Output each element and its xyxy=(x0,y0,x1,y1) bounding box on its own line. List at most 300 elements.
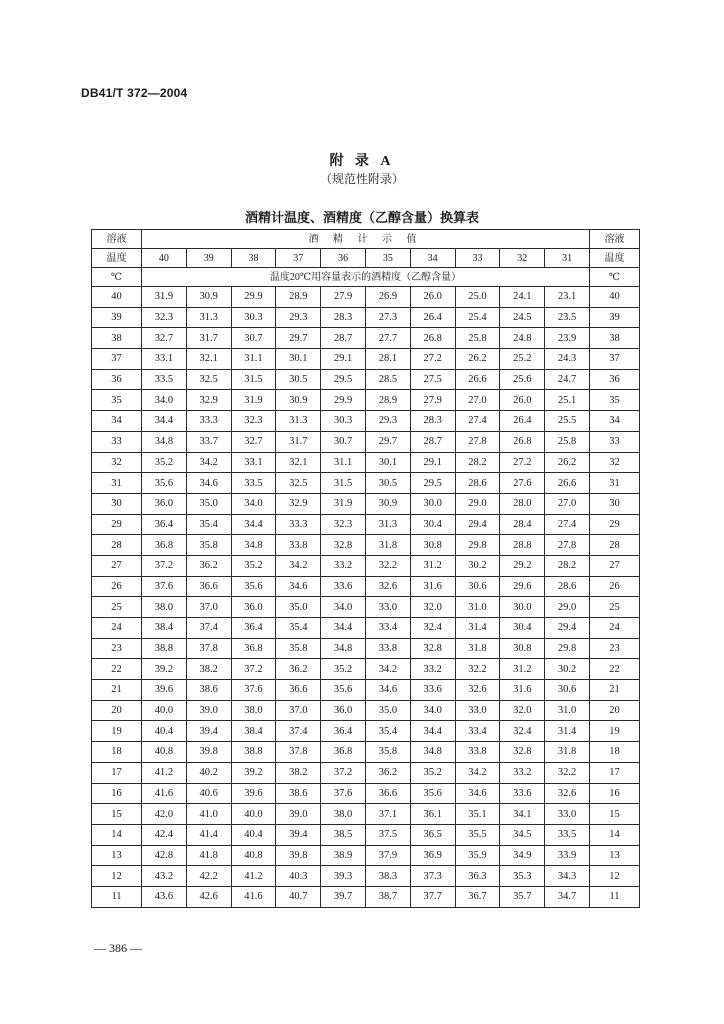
alcohol-value-cell: 36.8 xyxy=(321,742,366,763)
table-row xyxy=(92,742,640,763)
alcohol-value-cell: 31.4 xyxy=(455,618,500,639)
alcohol-value-cell: 30.6 xyxy=(455,576,500,597)
alcohol-value-cell: 27.0 xyxy=(455,390,500,411)
alcohol-value-cell: 29.4 xyxy=(545,618,590,639)
column-header: 39 xyxy=(186,249,231,268)
alcohol-value-cell: 36.2 xyxy=(365,762,410,783)
row-temperature: 37 xyxy=(92,349,142,370)
alcohol-value-cell: 31.9 xyxy=(142,287,187,308)
alcohol-value-cell: 33.5 xyxy=(142,369,187,390)
alcohol-value-cell: 33.0 xyxy=(545,804,590,825)
alcohol-value-cell: 37.2 xyxy=(231,659,276,680)
alcohol-value-cell: 29.1 xyxy=(410,452,455,473)
alcohol-value-cell: 41.6 xyxy=(142,783,187,804)
alcohol-value-cell: 28.4 xyxy=(500,514,545,535)
alcohol-value-cell: 37.2 xyxy=(321,762,366,783)
alcohol-value-cell: 31.4 xyxy=(545,721,590,742)
alcohol-value-cell: 32.6 xyxy=(365,576,410,597)
alcohol-value-cell: 41.2 xyxy=(142,762,187,783)
alcohol-value-cell: 28.0 xyxy=(500,493,545,514)
column-header: 33 xyxy=(455,249,500,268)
alcohol-value-cell: 39.2 xyxy=(142,659,187,680)
alcohol-value-cell: 41.8 xyxy=(186,845,231,866)
alcohol-value-cell: 30.3 xyxy=(321,411,366,432)
alcohol-value-cell: 34.2 xyxy=(365,659,410,680)
alcohol-value-cell: 42.8 xyxy=(142,845,187,866)
table-row xyxy=(92,886,640,907)
alcohol-value-cell: 30.2 xyxy=(545,659,590,680)
row-temperature: 40 xyxy=(589,287,639,308)
row-temperature: 21 xyxy=(589,680,639,701)
alcohol-value-cell: 36.0 xyxy=(142,493,187,514)
table-title: 酒精计温度、酒精度（乙醇含量）换算表 xyxy=(244,210,479,225)
alcohol-value-cell: 38.9 xyxy=(321,845,366,866)
alcohol-value-cell: 30.5 xyxy=(276,369,321,390)
row-temperature: 18 xyxy=(92,742,142,763)
alcohol-value-cell: 34.4 xyxy=(321,618,366,639)
row-temperature: 16 xyxy=(92,783,142,804)
alcohol-value-cell: 32.0 xyxy=(500,700,545,721)
alcohol-value-cell: 24.5 xyxy=(500,307,545,328)
row-temperature: 23 xyxy=(589,638,639,659)
alcohol-value-cell: 36.4 xyxy=(142,514,187,535)
alcohol-value-cell: 37.8 xyxy=(276,742,321,763)
alcohol-value-cell: 37.6 xyxy=(321,783,366,804)
alcohol-value-cell: 30.9 xyxy=(276,390,321,411)
row-temperature: 13 xyxy=(92,845,142,866)
alcohol-content-header: 温度20℃用容量表示的酒精度（乙醇含量） xyxy=(142,268,590,287)
alcohol-value-cell: 29.9 xyxy=(321,390,366,411)
alcohol-value-cell: 31.3 xyxy=(365,514,410,535)
alcohol-value-cell: 32.7 xyxy=(142,328,187,349)
row-temperature: 19 xyxy=(92,721,142,742)
alcohol-value-cell: 34.8 xyxy=(410,742,455,763)
alcohol-value-cell: 29.2 xyxy=(500,555,545,576)
alcohol-value-cell: 29.5 xyxy=(410,473,455,494)
alcohol-value-cell: 38.8 xyxy=(142,638,187,659)
alcohol-value-cell: 31.8 xyxy=(365,535,410,556)
table-row xyxy=(92,824,640,845)
alcohol-value-cell: 33.5 xyxy=(231,473,276,494)
row-temperature: 34 xyxy=(589,411,639,432)
alcohol-value-cell: 35.0 xyxy=(276,597,321,618)
alcohol-value-cell: 34.6 xyxy=(186,473,231,494)
alcohol-value-cell: 23.5 xyxy=(545,307,590,328)
alcohol-value-cell: 30.8 xyxy=(500,638,545,659)
alcohol-value-cell: 34.8 xyxy=(321,638,366,659)
row-temperature: 20 xyxy=(589,700,639,721)
alcohol-value-cell: 31.7 xyxy=(276,431,321,452)
alcohol-value-cell: 31.6 xyxy=(500,680,545,701)
alcohol-value-cell: 41.4 xyxy=(186,824,231,845)
alcohol-value-cell: 34.6 xyxy=(365,680,410,701)
alcohol-value-cell: 35.2 xyxy=(321,659,366,680)
alcohol-value-cell: 38.6 xyxy=(186,680,231,701)
alcohol-value-cell: 32.9 xyxy=(276,493,321,514)
table-row xyxy=(92,328,640,349)
alcohol-value-cell: 37.5 xyxy=(365,824,410,845)
alcohol-value-cell: 33.6 xyxy=(321,576,366,597)
alcohol-value-cell: 30.6 xyxy=(545,680,590,701)
table-row xyxy=(92,783,640,804)
alcohol-value-cell: 33.4 xyxy=(455,721,500,742)
alcohol-value-cell: 36.2 xyxy=(186,555,231,576)
alcohol-value-cell: 26.6 xyxy=(545,473,590,494)
alcohol-value-cell: 39.8 xyxy=(276,845,321,866)
alcohol-value-cell: 30.5 xyxy=(365,473,410,494)
alcohol-value-cell: 30.9 xyxy=(186,287,231,308)
alcohol-value-cell: 32.3 xyxy=(142,307,187,328)
alcohol-value-cell: 37.7 xyxy=(410,886,455,907)
alcohol-value-cell: 34.2 xyxy=(276,555,321,576)
alcohol-value-cell: 36.5 xyxy=(410,824,455,845)
row-temperature: 24 xyxy=(589,618,639,639)
alcohol-value-cell: 37.4 xyxy=(276,721,321,742)
table-row xyxy=(92,493,640,514)
alcohol-value-cell: 31.5 xyxy=(321,473,366,494)
row-temperature: 34 xyxy=(92,411,142,432)
alcohol-value-cell: 40.4 xyxy=(142,721,187,742)
row-temperature: 25 xyxy=(92,597,142,618)
alcohol-value-cell: 26.4 xyxy=(410,307,455,328)
row-temperature: 29 xyxy=(92,514,142,535)
row-temperature: 38 xyxy=(92,328,142,349)
alcohol-value-cell: 27.7 xyxy=(365,328,410,349)
table-row xyxy=(92,307,640,328)
alcohol-value-cell: 35.8 xyxy=(276,638,321,659)
row-temperature: 21 xyxy=(92,680,142,701)
table-row xyxy=(92,369,640,390)
alcohol-value-cell: 34.4 xyxy=(142,411,187,432)
alcohol-value-cell: 36.0 xyxy=(231,597,276,618)
alcohol-value-cell: 31.9 xyxy=(231,390,276,411)
alcohol-value-cell: 29.8 xyxy=(455,535,500,556)
table-row xyxy=(92,535,640,556)
row-temperature: 22 xyxy=(92,659,142,680)
alcohol-value-cell: 39.0 xyxy=(186,700,231,721)
alcohol-value-cell: 28.6 xyxy=(545,576,590,597)
row-temperature: 15 xyxy=(92,804,142,825)
alcohol-value-cell: 34.3 xyxy=(545,866,590,887)
alcohol-value-cell: 28.3 xyxy=(321,307,366,328)
alcohol-value-cell: 31.8 xyxy=(545,742,590,763)
alcohol-value-cell: 33.2 xyxy=(321,555,366,576)
alcohol-value-cell: 36.0 xyxy=(321,700,366,721)
alcohol-value-cell: 34.6 xyxy=(455,783,500,804)
alcohol-value-cell: 30.4 xyxy=(500,618,545,639)
alcohol-value-cell: 33.1 xyxy=(142,349,187,370)
row-temperature: 26 xyxy=(589,576,639,597)
alcohol-value-cell: 41.2 xyxy=(231,866,276,887)
alcohol-value-cell: 34.0 xyxy=(142,390,187,411)
alcohol-value-cell: 40.7 xyxy=(276,886,321,907)
alcohol-value-cell: 36.2 xyxy=(276,659,321,680)
alcohol-value-cell: 31.8 xyxy=(455,638,500,659)
column-header: 38 xyxy=(231,249,276,268)
table-row xyxy=(92,721,640,742)
alcohol-value-cell: 31.9 xyxy=(321,493,366,514)
alcohol-value-cell: 29.5 xyxy=(321,369,366,390)
row-temperature: 12 xyxy=(92,866,142,887)
row-temperature: 14 xyxy=(589,824,639,845)
row-temperature: 31 xyxy=(92,473,142,494)
row-temperature: 14 xyxy=(92,824,142,845)
row-temperature: 39 xyxy=(589,307,639,328)
row-temperature: 24 xyxy=(92,618,142,639)
alcohol-value-cell: 31.2 xyxy=(500,659,545,680)
alcohol-value-cell: 30.2 xyxy=(455,555,500,576)
alcohol-value-cell: 35.0 xyxy=(365,700,410,721)
table-row xyxy=(92,845,640,866)
alcohol-value-cell: 35.3 xyxy=(500,866,545,887)
alcohol-value-cell: 29.3 xyxy=(365,411,410,432)
alcohol-value-cell: 27.2 xyxy=(410,349,455,370)
alcohol-value-cell: 35.7 xyxy=(500,886,545,907)
alcohol-value-cell: 37.6 xyxy=(231,680,276,701)
table-row xyxy=(92,452,640,473)
alcohol-value-cell: 27.9 xyxy=(321,287,366,308)
alcohol-value-cell: 33.5 xyxy=(545,824,590,845)
row-temperature: 13 xyxy=(589,845,639,866)
alcohol-value-cell: 35.4 xyxy=(276,618,321,639)
alcohol-value-cell: 30.9 xyxy=(365,493,410,514)
alcohol-value-cell: 38.0 xyxy=(142,597,187,618)
column-header: 31 xyxy=(545,249,590,268)
row-temperature: 26 xyxy=(92,576,142,597)
alcohol-value-cell: 24.7 xyxy=(545,369,590,390)
alcohol-value-cell: 30.1 xyxy=(276,349,321,370)
alcohol-value-cell: 31.1 xyxy=(231,349,276,370)
alcohol-value-cell: 25.5 xyxy=(545,411,590,432)
alcohol-value-cell: 27.8 xyxy=(545,535,590,556)
alcohol-value-cell: 29.9 xyxy=(231,287,276,308)
table-row xyxy=(92,638,640,659)
alcohol-value-cell: 33.8 xyxy=(276,535,321,556)
alcohol-value-cell: 24.3 xyxy=(545,349,590,370)
alcohol-value-cell: 26.9 xyxy=(365,287,410,308)
alcohol-value-cell: 32.8 xyxy=(500,742,545,763)
alcohol-value-cell: 24.1 xyxy=(500,287,545,308)
row-temperature: 25 xyxy=(589,597,639,618)
document-code: DB41/T 372—2004 xyxy=(81,86,188,100)
alcohol-value-cell: 36.4 xyxy=(321,721,366,742)
alcohol-value-cell: 40.2 xyxy=(186,762,231,783)
alcohol-value-cell: 35.6 xyxy=(231,576,276,597)
alcohol-value-cell: 26.8 xyxy=(410,328,455,349)
alcohol-value-cell: 30.0 xyxy=(410,493,455,514)
row-temperature: 22 xyxy=(589,659,639,680)
appendix-subtitle: （规范性附录） xyxy=(319,172,404,186)
alcohol-value-cell: 36.8 xyxy=(142,535,187,556)
alcohol-value-cell: 35.4 xyxy=(365,721,410,742)
alcohol-value-cell: 34.2 xyxy=(186,452,231,473)
alcohol-value-cell: 28.2 xyxy=(545,555,590,576)
alcohol-value-cell: 28.9 xyxy=(365,390,410,411)
row-temperature: 35 xyxy=(92,390,142,411)
alcohol-value-cell: 32.2 xyxy=(365,555,410,576)
alcohol-value-cell: 33.7 xyxy=(186,431,231,452)
alcohol-value-cell: 25.0 xyxy=(455,287,500,308)
row-temperature: 32 xyxy=(92,452,142,473)
alcohol-value-cell: 36.1 xyxy=(410,804,455,825)
alcohol-value-cell: 31.0 xyxy=(455,597,500,618)
alcohol-value-cell: 40.8 xyxy=(231,845,276,866)
alcohol-value-cell: 36.9 xyxy=(410,845,455,866)
side-header-line: ℃ xyxy=(92,268,142,287)
alcohol-value-cell: 34.6 xyxy=(276,576,321,597)
alcohol-value-cell: 42.4 xyxy=(142,824,187,845)
table-row xyxy=(92,804,640,825)
alcohol-value-cell: 35.9 xyxy=(455,845,500,866)
alcohol-value-cell: 30.8 xyxy=(410,535,455,556)
row-temperature: 33 xyxy=(92,431,142,452)
alcohol-value-cell: 32.9 xyxy=(186,390,231,411)
alcohol-value-cell: 29.7 xyxy=(276,328,321,349)
column-header: 37 xyxy=(276,249,321,268)
alcohol-value-cell: 39.4 xyxy=(186,721,231,742)
alcohol-value-cell: 34.1 xyxy=(500,804,545,825)
row-temperature: 18 xyxy=(589,742,639,763)
alcohol-value-cell: 33.9 xyxy=(545,845,590,866)
alcohol-value-cell: 37.6 xyxy=(142,576,187,597)
alcohol-value-cell: 34.4 xyxy=(231,514,276,535)
conversion-table xyxy=(91,229,640,908)
alcohol-value-cell: 25.2 xyxy=(500,349,545,370)
alcohol-value-cell: 32.5 xyxy=(186,369,231,390)
alcohol-value-cell: 34.0 xyxy=(410,700,455,721)
alcohol-value-cell: 39.0 xyxy=(276,804,321,825)
alcohol-value-cell: 37.0 xyxy=(276,700,321,721)
side-header-line: 溶液 xyxy=(92,230,142,249)
alcohol-value-cell: 40.4 xyxy=(231,824,276,845)
alcohol-value-cell: 27.3 xyxy=(365,307,410,328)
column-header: 40 xyxy=(142,249,187,268)
table-row xyxy=(92,349,640,370)
alcohol-value-cell: 38.8 xyxy=(231,742,276,763)
row-temperature: 12 xyxy=(589,866,639,887)
alcohol-value-cell: 43.2 xyxy=(142,866,187,887)
alcohol-value-cell: 32.4 xyxy=(500,721,545,742)
alcohol-value-cell: 31.0 xyxy=(545,700,590,721)
alcohol-value-cell: 25.1 xyxy=(545,390,590,411)
alcohol-value-cell: 36.6 xyxy=(186,576,231,597)
alcohol-value-cell: 38.0 xyxy=(231,700,276,721)
alcohol-value-cell: 32.0 xyxy=(410,597,455,618)
alcohol-value-cell: 34.4 xyxy=(410,721,455,742)
row-temperature: 33 xyxy=(589,431,639,452)
alcohol-value-cell: 30.0 xyxy=(500,597,545,618)
alcohol-value-cell: 26.2 xyxy=(545,452,590,473)
alcohol-value-cell: 29.4 xyxy=(455,514,500,535)
row-temperature: 35 xyxy=(589,390,639,411)
alcohol-value-cell: 33.0 xyxy=(455,700,500,721)
alcohol-value-cell: 38.2 xyxy=(276,762,321,783)
alcohol-value-cell: 35.2 xyxy=(410,762,455,783)
alcohol-value-cell: 32.8 xyxy=(321,535,366,556)
table-row xyxy=(92,555,640,576)
row-temperature: 17 xyxy=(92,762,142,783)
alcohol-value-cell: 34.2 xyxy=(455,762,500,783)
alcohol-value-cell: 23.1 xyxy=(545,287,590,308)
alcohol-value-cell: 37.2 xyxy=(142,555,187,576)
alcohol-value-cell: 36.6 xyxy=(276,680,321,701)
alcohol-value-cell: 28.3 xyxy=(410,411,455,432)
alcohol-value-cell: 38.5 xyxy=(321,824,366,845)
alcohol-value-cell: 37.9 xyxy=(365,845,410,866)
appendix-title: 附 录 A xyxy=(329,154,395,169)
alcohol-value-cell: 34.5 xyxy=(500,824,545,845)
alcohol-value-cell: 26.0 xyxy=(410,287,455,308)
alcohol-value-cell: 42.2 xyxy=(186,866,231,887)
alcohol-value-cell: 33.6 xyxy=(500,783,545,804)
row-temperature: 37 xyxy=(589,349,639,370)
column-header: 36 xyxy=(321,249,366,268)
alcohol-value-cell: 30.4 xyxy=(410,514,455,535)
alcohol-value-cell: 32.6 xyxy=(545,783,590,804)
alcohol-value-cell: 35.6 xyxy=(142,473,187,494)
alcohol-value-cell: 26.2 xyxy=(455,349,500,370)
alcohol-value-cell: 39.4 xyxy=(276,824,321,845)
alcohol-value-cell: 38.6 xyxy=(276,783,321,804)
alcohol-value-cell: 27.9 xyxy=(410,390,455,411)
alcohol-value-cell: 29.6 xyxy=(500,576,545,597)
alcohol-value-cell: 31.1 xyxy=(321,452,366,473)
alcohol-value-cell: 26.8 xyxy=(500,431,545,452)
row-temperature: 23 xyxy=(92,638,142,659)
alcohol-value-cell: 27.4 xyxy=(455,411,500,432)
table-row xyxy=(92,866,640,887)
table-row xyxy=(92,576,640,597)
alcohol-value-cell: 39.6 xyxy=(231,783,276,804)
alcohol-value-cell: 25.8 xyxy=(545,431,590,452)
alcohol-value-cell: 27.2 xyxy=(500,452,545,473)
side-header-line: 溶液 xyxy=(589,230,639,249)
alcohol-value-cell: 35.4 xyxy=(186,514,231,535)
table-row xyxy=(92,473,640,494)
alcohol-value-cell: 28.5 xyxy=(365,369,410,390)
alcohol-value-cell: 33.4 xyxy=(365,618,410,639)
table-header xyxy=(92,230,640,287)
table-body xyxy=(92,287,640,908)
alcohol-value-cell: 36.6 xyxy=(365,783,410,804)
row-temperature: 16 xyxy=(589,783,639,804)
alcohol-value-cell: 31.3 xyxy=(276,411,321,432)
alcohol-value-cell: 37.1 xyxy=(365,804,410,825)
alcohol-value-cell: 38.2 xyxy=(186,659,231,680)
row-temperature: 39 xyxy=(92,307,142,328)
alcohol-value-cell: 34.8 xyxy=(231,535,276,556)
alcohol-value-cell: 33.0 xyxy=(365,597,410,618)
row-temperature: 19 xyxy=(589,721,639,742)
alcohol-value-cell: 36.7 xyxy=(455,886,500,907)
alcohol-value-cell: 38.7 xyxy=(365,886,410,907)
row-temperature: 27 xyxy=(92,555,142,576)
alcohol-value-cell: 23.9 xyxy=(545,328,590,349)
alcohol-value-cell: 39.2 xyxy=(231,762,276,783)
alcohol-value-cell: 35.5 xyxy=(455,824,500,845)
alcohol-value-cell: 27.4 xyxy=(545,514,590,535)
alcohol-value-cell: 40.6 xyxy=(186,783,231,804)
alcohol-value-cell: 32.2 xyxy=(545,762,590,783)
alcohol-value-cell: 29.3 xyxy=(276,307,321,328)
table-row xyxy=(92,659,640,680)
alcohol-value-cell: 40.0 xyxy=(231,804,276,825)
row-temperature: 17 xyxy=(589,762,639,783)
alcohol-value-cell: 35.0 xyxy=(186,493,231,514)
alcohol-value-cell: 36.8 xyxy=(231,638,276,659)
alcohol-value-cell: 33.6 xyxy=(410,680,455,701)
alcohol-value-cell: 41.0 xyxy=(186,804,231,825)
